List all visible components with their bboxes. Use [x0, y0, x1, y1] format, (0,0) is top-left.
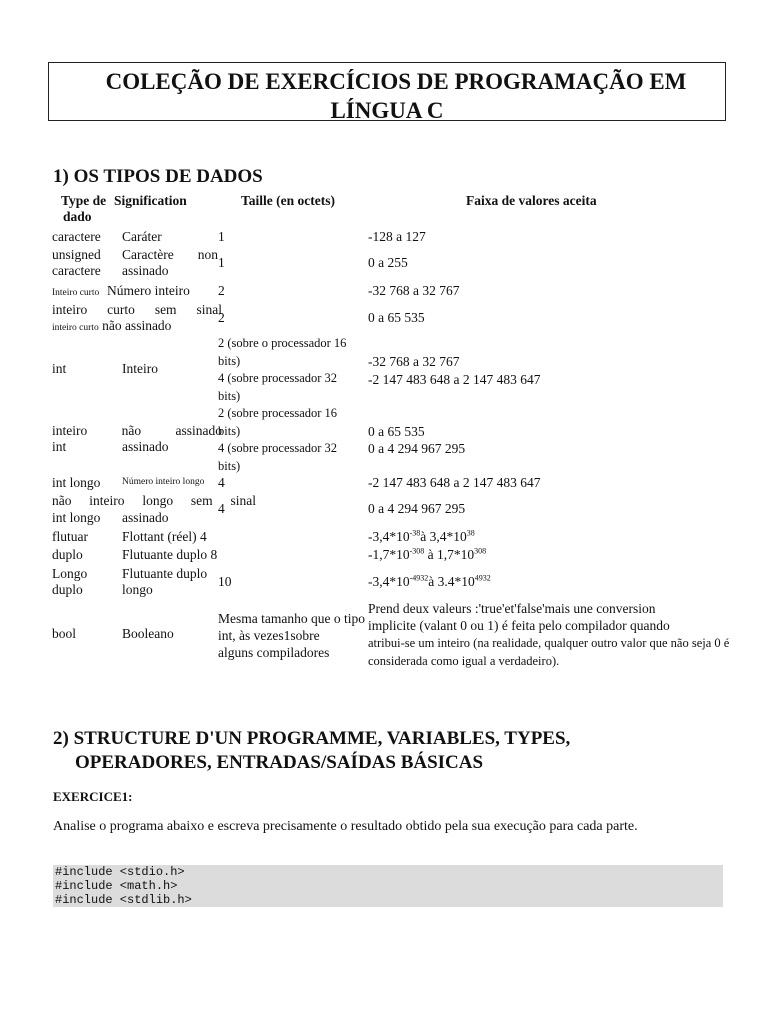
cell-size: 2	[218, 283, 225, 298]
cell-range: 0 a 65 535	[368, 310, 425, 325]
header-range: Faixa de valores aceita	[466, 193, 597, 208]
cell-signification: assinado	[122, 439, 169, 454]
cell-type: inteiro curto sem sinal	[52, 302, 222, 317]
cell-range: 0 a 4 294 967 295	[368, 501, 466, 516]
header-signification: Signification	[114, 193, 187, 208]
cell-size: 10	[218, 574, 232, 589]
code-line: #include <stdlib.h>	[55, 893, 192, 907]
cell-range: 0 a 65 535 0 a 4 294 967 295	[368, 424, 466, 456]
cell-type: Inteiro curto	[52, 288, 100, 298]
cell-range: -2 147 483 648 a 2 147 483 647	[368, 475, 541, 490]
cell-type-line2: int longo	[52, 510, 101, 525]
cell-signification: Flutuante duplo 8	[122, 547, 218, 562]
header-size: Taille (en octets)	[241, 193, 335, 208]
cell-type: caractere	[52, 229, 101, 244]
cell-type: unsigned caractere	[52, 247, 101, 278]
cell-type: inteiro não assinado	[52, 423, 222, 438]
cell-range: $-3,4*10^{-38}à$ $3,4*10^{38}$	[368, 528, 475, 544]
cell-size: 1	[218, 255, 225, 270]
cell-type: flutuar	[52, 529, 88, 544]
cell-signification: Booleano	[122, 626, 174, 641]
exercise-label: EXERCICE1:	[53, 789, 133, 804]
section-2-heading: 2) STRUCTURE D'UN PROGRAMME, VARIABLES, TYPES, OPERADORES, ENTRADAS/SAÍDAS BÁSICAS	[53, 728, 571, 773]
title-line-1: COLEÇÃO DE EXERCÍCIOS DE PROGRAMAÇÃO EM	[105, 69, 687, 94]
cell-type-line2: int	[52, 439, 67, 454]
cell-size: 4	[218, 501, 225, 516]
cell-type: não inteiro longo sem sinal	[52, 493, 256, 508]
cell-signification: Inteiro	[122, 361, 158, 376]
cell-range: -32 768 a 32 767	[368, 283, 460, 298]
cell-range: -128 a 127	[368, 229, 426, 244]
cell-signification: Caractère non assinado	[122, 247, 218, 278]
cell-size: 2	[218, 310, 225, 325]
cell-type: Longo duplo	[52, 566, 88, 597]
cell-range: Prend deux valeurs :'true'et'false'mais une conversion implicite (valant 0 ou 1) é feita pelo compilador quando atribui-se um inteiro (na realidade, qualquer outro valor que não seja 0 é considerada como igual a verdadeiro).	[368, 601, 730, 668]
cell-signification: Número inteiro	[107, 283, 190, 298]
cell-type: int longo	[52, 475, 101, 490]
document-title	[48, 62, 726, 121]
cell-type: bool	[52, 626, 77, 641]
cell-size: 2 (sobre o processador 16 bits) 4 (sobre processador 32 bits)	[218, 336, 347, 403]
cell-size: Mesma tamanho que o tipo int, às vezes1sobre alguns compiladores	[218, 611, 365, 660]
cell-range: 0 a 255	[368, 255, 408, 270]
exercise-instructions: Analise o programa abaixo e escreva precisamente o resultado obtido pela sua execução para cada parte.	[53, 819, 638, 834]
code-line: #include <stdio.h>	[55, 865, 185, 879]
section-1-heading: 1) OS TIPOS DE DADOS	[53, 166, 263, 187]
cell-signification: assinado	[122, 510, 169, 525]
cell-range: $-1,7*10^{-308}$ à $1,7*10^{308}$	[368, 546, 487, 562]
cell-size: 2 (sobre processador 16 bits) 4 (sobre processador 32 bits)	[218, 406, 338, 473]
cell-type: duplo	[52, 547, 83, 562]
cell-signification: Número inteiro longo	[122, 477, 205, 487]
cell-signification: Flottant (réel) 4	[122, 529, 207, 544]
header-type: Type de dado	[61, 193, 107, 224]
cell-range: $-3,4*10^{-4932}à$ $3.4*10^{4932}$	[368, 573, 491, 589]
cell-size: 4	[218, 475, 225, 490]
code-block	[53, 865, 723, 907]
code-line: #include <math.h>	[55, 879, 178, 893]
cell-type: int	[52, 361, 67, 376]
cell-size: 1	[218, 229, 225, 244]
cell-signification: Flutuante duplo longo	[122, 566, 208, 597]
cell-signification: Caráter	[122, 229, 162, 244]
title-line-2: LÍNGUA C	[330, 98, 444, 123]
cell-type-line2: inteiro curto não assinado	[52, 318, 172, 333]
cell-range: -32 768 a 32 767 -2 147 483 648 a 2 147 483 647	[368, 354, 541, 387]
